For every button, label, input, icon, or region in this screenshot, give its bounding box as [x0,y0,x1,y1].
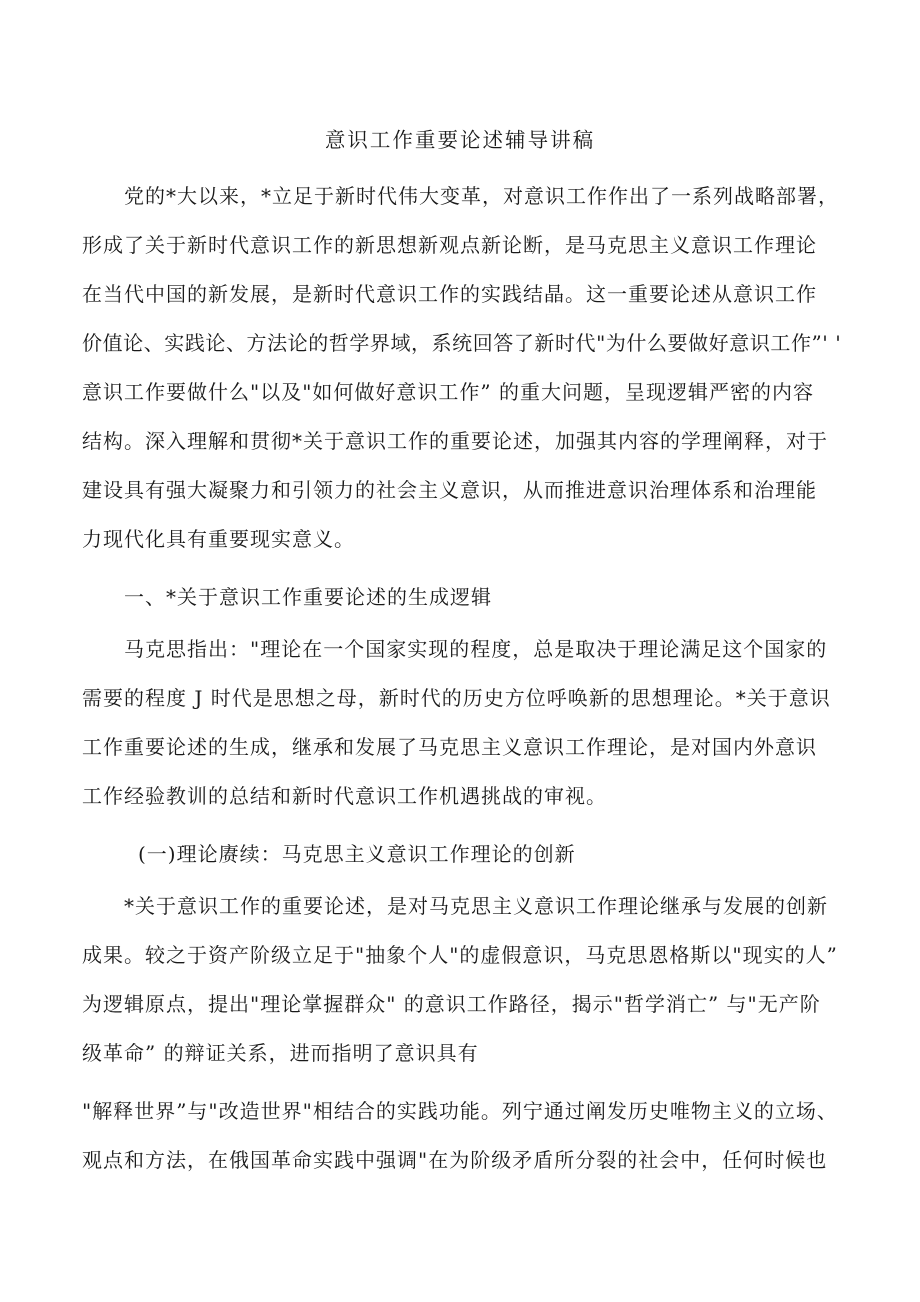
paragraph-line: 形成了关于新时代意识工作的新思想新观点新论断，是马克思主义意识工作理论 [82,233,817,257]
paragraph-line: 为逻辑原点，提出"理论掌握群众" 的意识工作路径，揭示"哲学消亡” 与"无产阶 [82,992,821,1016]
paragraph-line: 观点和方法，在俄国革命实践中强调"在为阶级矛盾所分裂的社会中，任何时候也 [82,1148,828,1172]
paragraph-line: 工作经验教训的总结和新时代意识工作机遇挑战的审视。 [82,784,607,808]
paragraph-line: 力现代化具有重要现实意义。 [82,527,355,551]
section-heading: 一、*关于意识工作重要论述的生成逻辑 [124,585,492,609]
paragraph-line: 级革命” 的辩证关系，进而指明了意识具有 [82,1041,479,1065]
paragraph-line: *关于意识工作的重要论述，是对马克思主义意识工作理论继承与发展的创新 [124,894,828,918]
paragraph-line: 工作重要论述的生成，继承和发展了马克思主义意识工作理论，是对国内外意识 [82,735,817,759]
paragraph-line: 需要的程度 J 时代是思想之母，新时代的历史方位呼唤新的思想理论。*关于意识 [82,686,831,710]
document-title: 意识工作重要论述辅导讲稿 [324,128,596,152]
paragraph-line: 价值论、实践论、方法论的哲学界域，系统回答了新时代"为什么要做好意识工作”' ' [82,331,842,355]
subsection-heading: (一)理论赓续：马克思主义意识工作理论的创新 [138,842,576,866]
paragraph-line: 意识工作要做什么"以及"如何做好意识工作” 的重大问题，呈现逻辑严密的内容 [82,380,814,404]
paragraph-line: 马克思指出："理论在一个国家实现的程度，总是取决于理论满足这个国家的 [124,637,828,661]
paragraph-line: 建设具有强大凝聚力和引领力的社会主义意识，从而推进意识治理体系和治理能 [82,478,817,502]
paragraph-line: 结构。深入理解和贯彻*关于意识工作的重要论述，加强其内容的学理阐释，对于 [82,429,828,453]
paragraph-line: 成果。较之于资产阶级立足于"抽象个人"的虚假意识，马克思恩格斯以"现实的人” [82,943,838,967]
paragraph-line: 在当代中国的新发展，是新时代意识工作的实践结晶。这一重要论述从意识工作 [82,282,817,306]
paragraph-line: 党的*大以来，*立足于新时代伟大变革，对意识工作作出了一系列战略部署， [124,184,839,208]
paragraph-line: "解释世界”与"改造世界"相结合的实践功能。列宁通过阐发历史唯物主义的立场、 [82,1099,838,1123]
